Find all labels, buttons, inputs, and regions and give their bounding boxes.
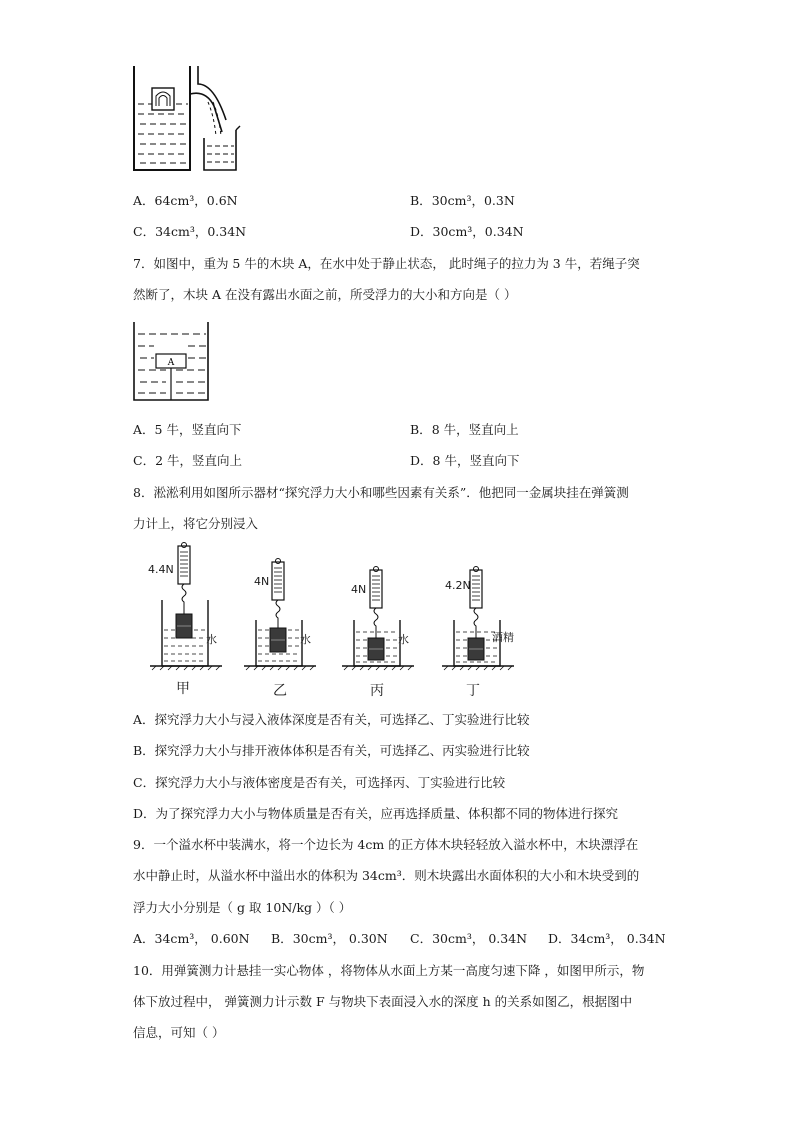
q8-stem-line2: 力计上，将它分别浸入 <box>133 516 259 531</box>
q6-option-c <box>133 223 246 240</box>
q7-option-b <box>410 421 519 438</box>
q9-stem-line1: 9．一个溢水杯中装满水，将一个边长为 4cm 的正方体木块轻轻放入溢水杯中，木块漂浮在 <box>133 837 639 852</box>
option-letter: B． <box>271 931 293 946</box>
q8-option-a: A．探究浮力大小与浸入液体深度是否有关，可选择乙、丁实验进行比较 <box>133 712 530 727</box>
option-letter: D． <box>410 224 433 239</box>
q9-option-c <box>410 930 527 947</box>
option-text: 30cm³，0.34N <box>432 224 524 239</box>
option-text: 34cm³， 0.34N <box>570 931 666 946</box>
option-letter: B． <box>410 422 432 437</box>
q8-option-c: C．探究浮力大小与液体密度是否有关，可选择丙、丁实验进行比较 <box>133 775 506 790</box>
block-in-water-figure <box>130 320 212 404</box>
liquid-label: 水 <box>398 633 409 646</box>
q9-stem-line3: 浮力大小分别是（ g 取 10N/kg ）（ ） <box>133 900 352 915</box>
setup-caption: 乙 <box>273 683 287 699</box>
option-text: 8 牛，竖直向下 <box>432 453 520 468</box>
option-letter: D． <box>410 453 433 468</box>
option-text: 34cm³，0.34N <box>155 224 247 239</box>
scale-reading: 4N <box>351 583 367 596</box>
option-letter: A． <box>133 422 155 437</box>
option-text: 8 牛，竖直向上 <box>431 422 519 437</box>
setup-caption: 丁 <box>466 683 480 699</box>
q10-stem-line3: 信息，可知（ ） <box>133 1025 225 1040</box>
q9-option-b <box>271 930 388 947</box>
q7-option-a <box>133 421 241 438</box>
option-text: 30cm³，0.3N <box>431 193 515 208</box>
scale-reading: 4N <box>254 575 270 588</box>
q7-option-c <box>133 452 242 469</box>
q7-stem-line1: 7．如图中，重为 5 牛的木块 A，在水中处于静止状态， 此时绳子的拉力为 3 牛，若绳子突 <box>133 256 640 271</box>
scale-reading: 4.2N <box>445 579 471 592</box>
scale-reading: 4.4N <box>148 563 174 576</box>
q7-option-d <box>410 452 519 469</box>
q6-option-b <box>410 192 515 209</box>
liquid-label: 水 <box>300 633 311 646</box>
spring-scale-beaker-bing <box>338 566 418 672</box>
option-letter: C． <box>133 453 156 468</box>
setup-caption: 丙 <box>370 683 384 699</box>
option-text: 64cm³，0.6N <box>154 193 238 208</box>
liquid-label: 水 <box>206 633 217 646</box>
option-letter: C． <box>133 224 156 239</box>
option-text: 34cm³， 0.60N <box>154 931 250 946</box>
q7-stem-line2: 然断了，木块 A 在没有露出水面之前，所受浮力的大小和方向是（ ） <box>133 287 517 302</box>
q9-option-a <box>133 930 250 947</box>
q10-stem-line1: 10．用弹簧测力计悬挂一实心物体 ，将物体从水面上方某一高度匀速下降 ，如图甲所示，物 <box>133 963 645 978</box>
option-letter: C． <box>410 931 433 946</box>
q9-option-d <box>548 930 666 947</box>
option-letter: A． <box>133 193 155 208</box>
q8-option-b: B．探究浮力大小与排开液体体积是否有关，可选择乙、丙实验进行比较 <box>133 743 530 758</box>
q8-option-d: D．为了探究浮力大小与物体质量是否有关，应再选择质量、体积都不同的物体进行探究 <box>133 806 619 821</box>
option-text: 30cm³， 0.30N <box>292 931 388 946</box>
block-label: A <box>167 358 175 368</box>
q6-option-d <box>410 223 524 240</box>
q10-stem-line2: 体下放过程中， 弹簧测力计示数 F 与物块下表面浸入水的深度 h 的关系如图乙，根据图中 <box>133 994 633 1009</box>
overflow-cup-figure <box>128 62 248 174</box>
option-text: 30cm³， 0.34N <box>432 931 528 946</box>
option-text: 2 牛，竖直向上 <box>155 453 243 468</box>
option-letter: B． <box>410 193 432 208</box>
option-letter: A． <box>133 931 155 946</box>
liquid-label: 酒精 <box>492 631 514 644</box>
option-text: 5 牛，竖直向下 <box>154 422 242 437</box>
q9-stem-line2: 水中静止时，从溢水杯中溢出水的体积为 34cm³．则木块露出水面体积的大小和木块受到的 <box>133 868 640 883</box>
spring-scale-beaker-yi <box>240 558 320 672</box>
spring-scale-beaker-jia <box>146 542 226 672</box>
q8-stem-line1: 8．淞淞利用如图所示器材“探究浮力大小和哪些因素有关系”．他把同一金属块挂在弹簧测 <box>133 485 629 500</box>
q6-option-a <box>133 192 238 209</box>
option-letter: D． <box>548 931 571 946</box>
setup-caption: 甲 <box>176 681 190 697</box>
